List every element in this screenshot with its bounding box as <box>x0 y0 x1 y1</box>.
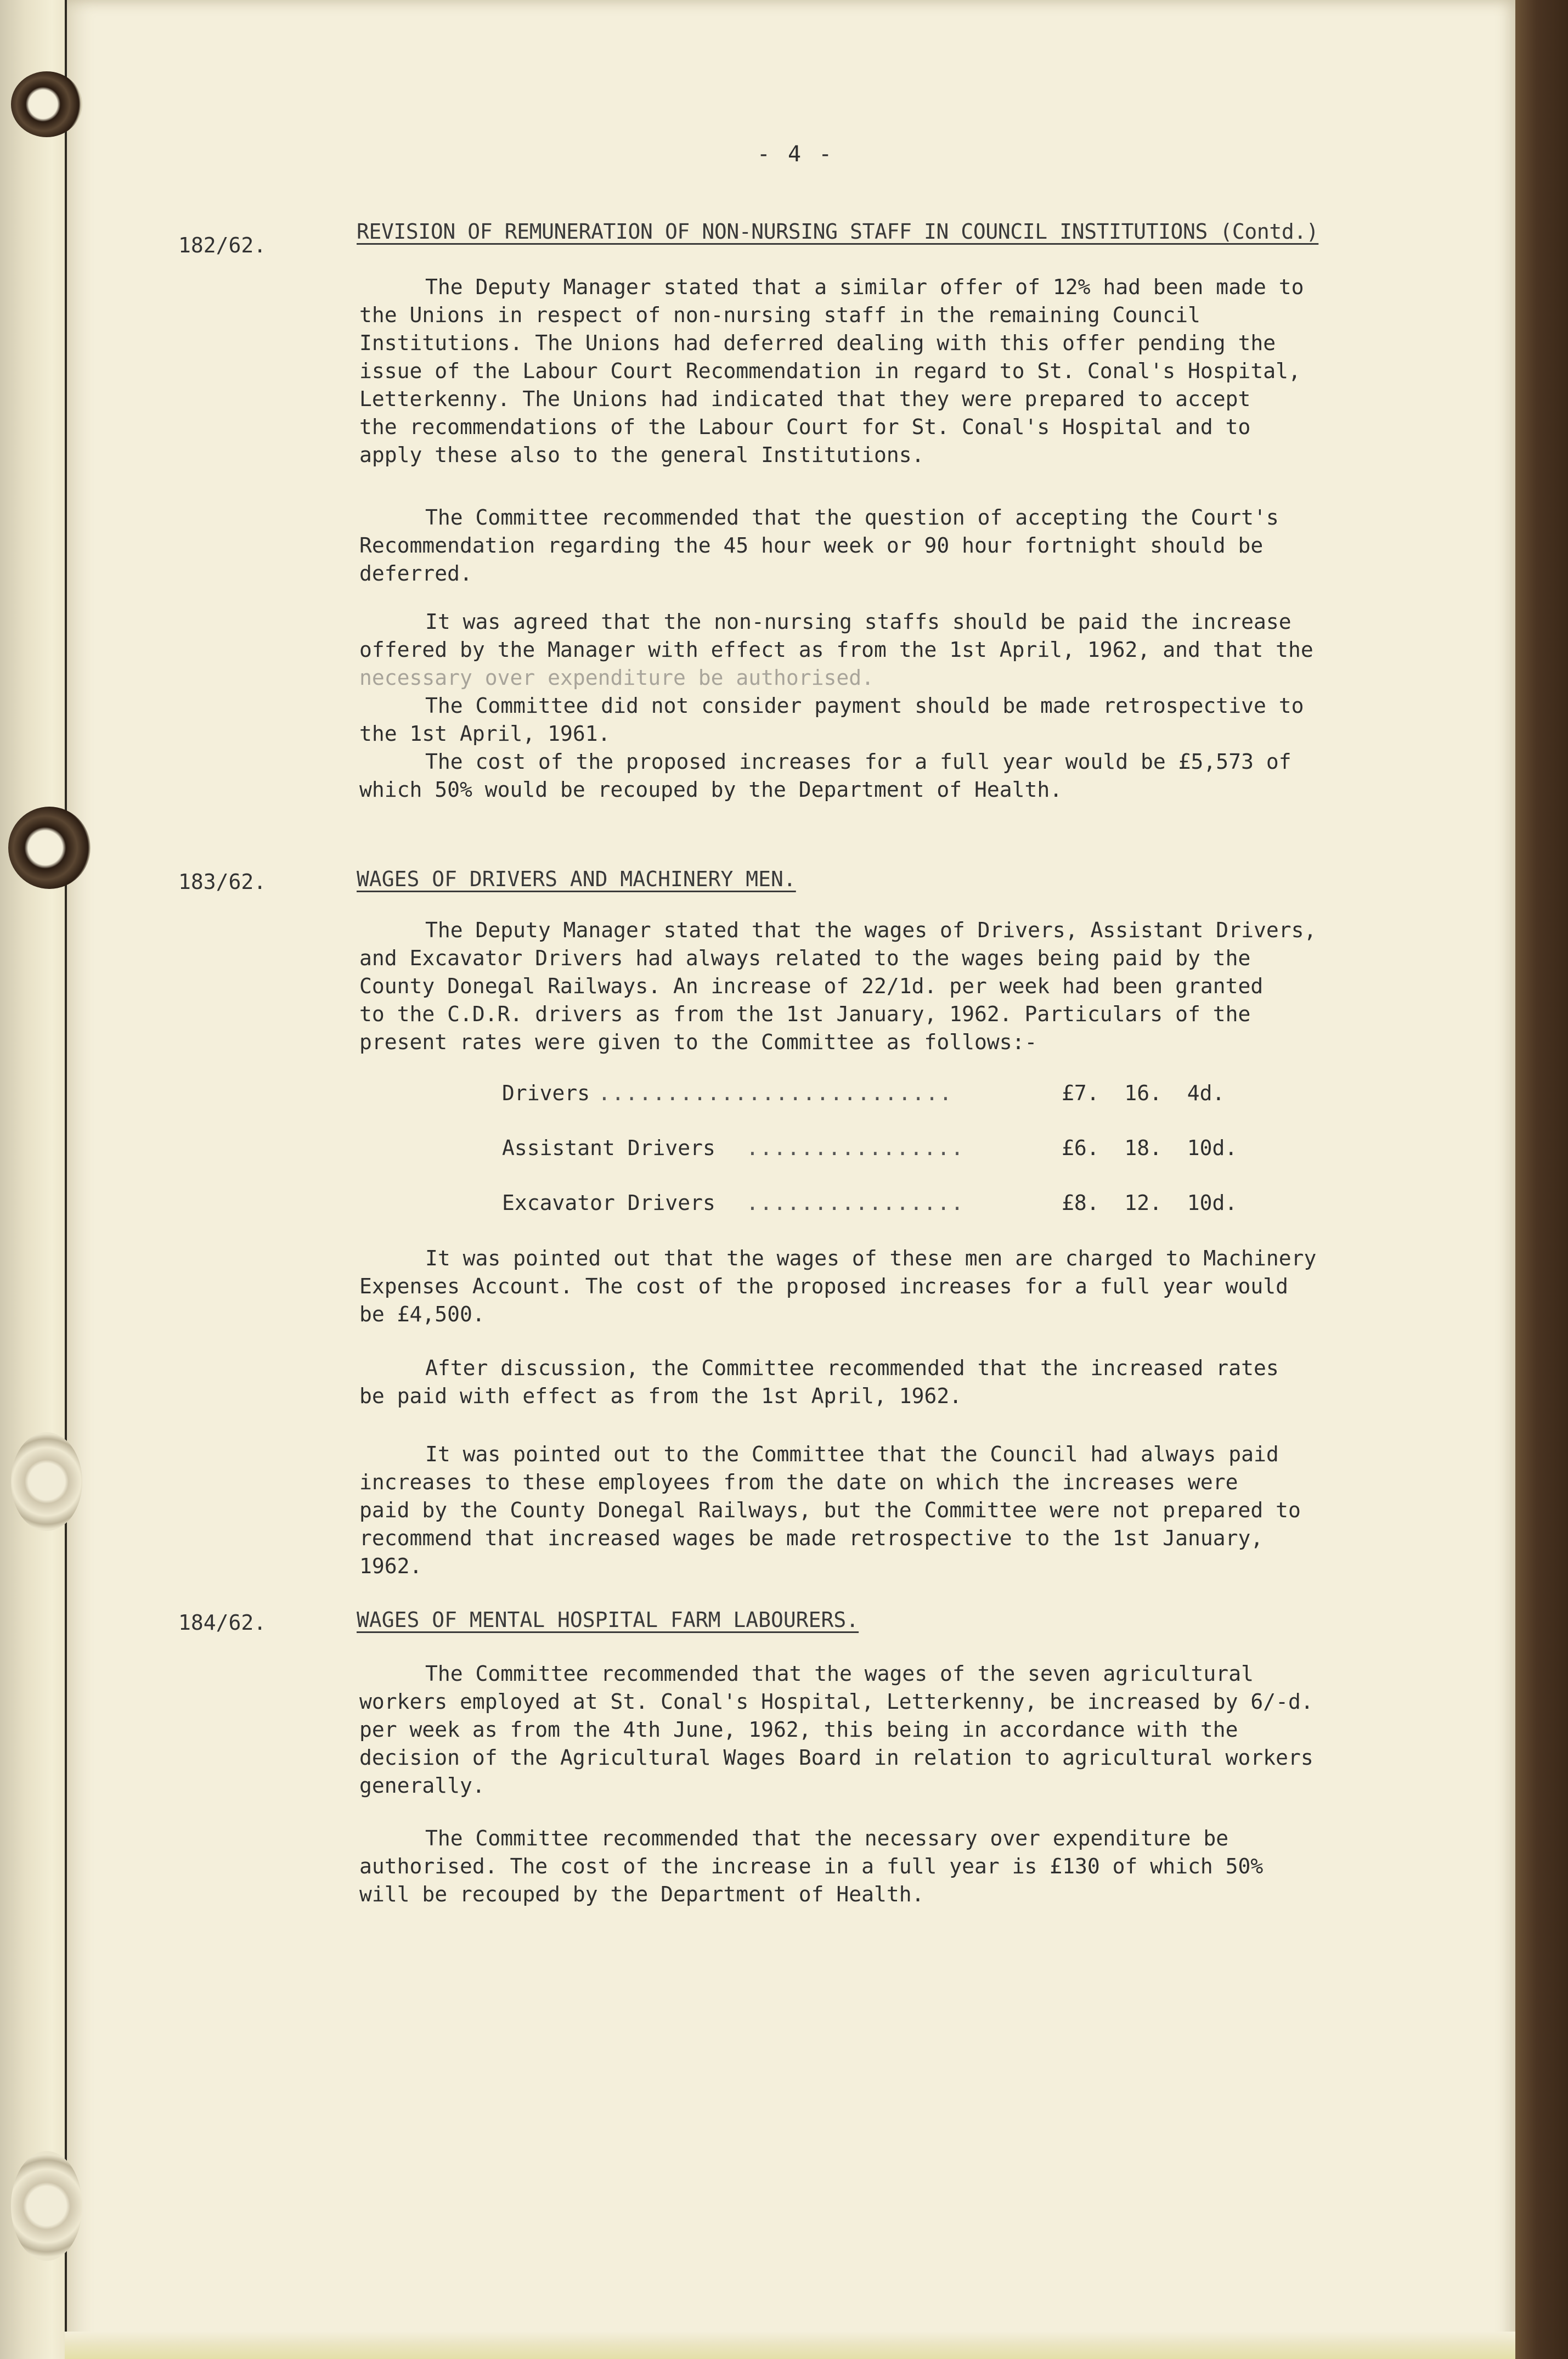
minute-number: 184/62. <box>178 1611 267 1635</box>
page-number: - 4 - <box>757 142 834 167</box>
rate-row <box>502 1136 1270 1169</box>
rate-amount: £6. 18. 10d. <box>1062 1136 1238 1160</box>
leader-dots: ................ <box>746 1136 965 1160</box>
section-title: WAGES OF DRIVERS AND MACHINERY MEN. <box>357 867 796 891</box>
leader-dots: .......................... <box>598 1081 953 1105</box>
leader-dots: ................ <box>746 1191 965 1215</box>
paragraph: After discussion, the Committee recommended that the increased rates be paid with effect as from the 1st April, 1962. <box>359 1356 1279 1408</box>
minute-number: 182/62. <box>178 233 267 257</box>
paragraph: The Committee recommended that the necessary over expenditure be authorised. The cost of the increase in a full year is £130 of which 50% will be recouped by the Department of Health. <box>359 1826 1264 1906</box>
paragraph-faint: necessary over expenditure be authorised. <box>359 666 874 690</box>
minute-number: 183/62. <box>178 870 267 894</box>
rate-amount: £7. 16. 4d. <box>1062 1081 1225 1105</box>
rate-row <box>502 1191 1270 1224</box>
paragraph: The Deputy Manager stated that the wages of Drivers, Assistant Drivers, and Excavator Drivers had always related to the wages being paid by the County Donegal Railways. An increase of 22/1d. per week had been granted to the C.D.R. drivers as from the 1st January, 1962. Particulars of the present rates were given to the Committee as follows:- <box>359 918 1317 1054</box>
paragraph: It was pointed out that the wages of these men are charged to Machinery Expenses Account. The cost of the proposed increases for a full year would be £4,500. <box>359 1246 1317 1326</box>
section-title: REVISION OF REMUNERATION OF NON-NURSING STAFF IN COUNCIL INSTITUTIONS (Contd.) <box>357 219 1319 244</box>
paragraph: The Committee recommended that the wages of the seven agricultural workers employed at St. Conal's Hospital, Letterkenny, be increased by 6/-d. per week as from the 4th June, 1962, this being in accordance with the decision of the Agricultural Wages Board in relation to agricultural workers generally. <box>359 1662 1313 1798</box>
section-title: WAGES OF MENTAL HOSPITAL FARM LABOURERS. <box>357 1608 859 1632</box>
paragraph: The Committee recommended that the question of accepting the Court's Recommendation regarding the 45 hour week or 90 hour fortnight should be deferred. <box>359 505 1279 585</box>
rate-row <box>502 1081 1270 1114</box>
rate-amount: £8. 12. 10d. <box>1062 1191 1238 1215</box>
paragraph: It was pointed out to the Committee that the Council had always paid increases to these employees from the date on which the increases were paid by the County Donegal Railways, but the Committee were not prepared to recommend that increased wages be made retrospective to the 1st January, 1962. <box>359 1442 1301 1578</box>
paragraph: The cost of the proposed increases for a full year would be £5,573 of which 50% would be recouped by the Department of Health. <box>359 750 1291 802</box>
paragraph: The Committee did not consider payment should be made retrospective to the 1st April, 1961. <box>359 694 1304 746</box>
rate-label: Excavator Drivers <box>502 1191 715 1215</box>
rate-label: Drivers <box>502 1081 590 1105</box>
paragraph: The Deputy Manager stated that a similar offer of 12% had been made to the Unions in respect of non-nursing staff in the remaining Council Institutions. The Unions had deferred dealing with this offer pending the issue of the Labour Court Recommendation in regard to St. Conal's Hospital, Letterkenny. The Unions had indicated that they were prepared to accept the recommendations of the Labour Court for St. Conal's Hospital and to apply these also to the general Institutions. <box>359 275 1304 467</box>
rate-label: Assistant Drivers <box>502 1136 715 1160</box>
paragraph: It was agreed that the non-nursing staffs should be paid the increase offered by the Manager with effect as from the 1st April, 1962, and that the <box>359 610 1313 662</box>
